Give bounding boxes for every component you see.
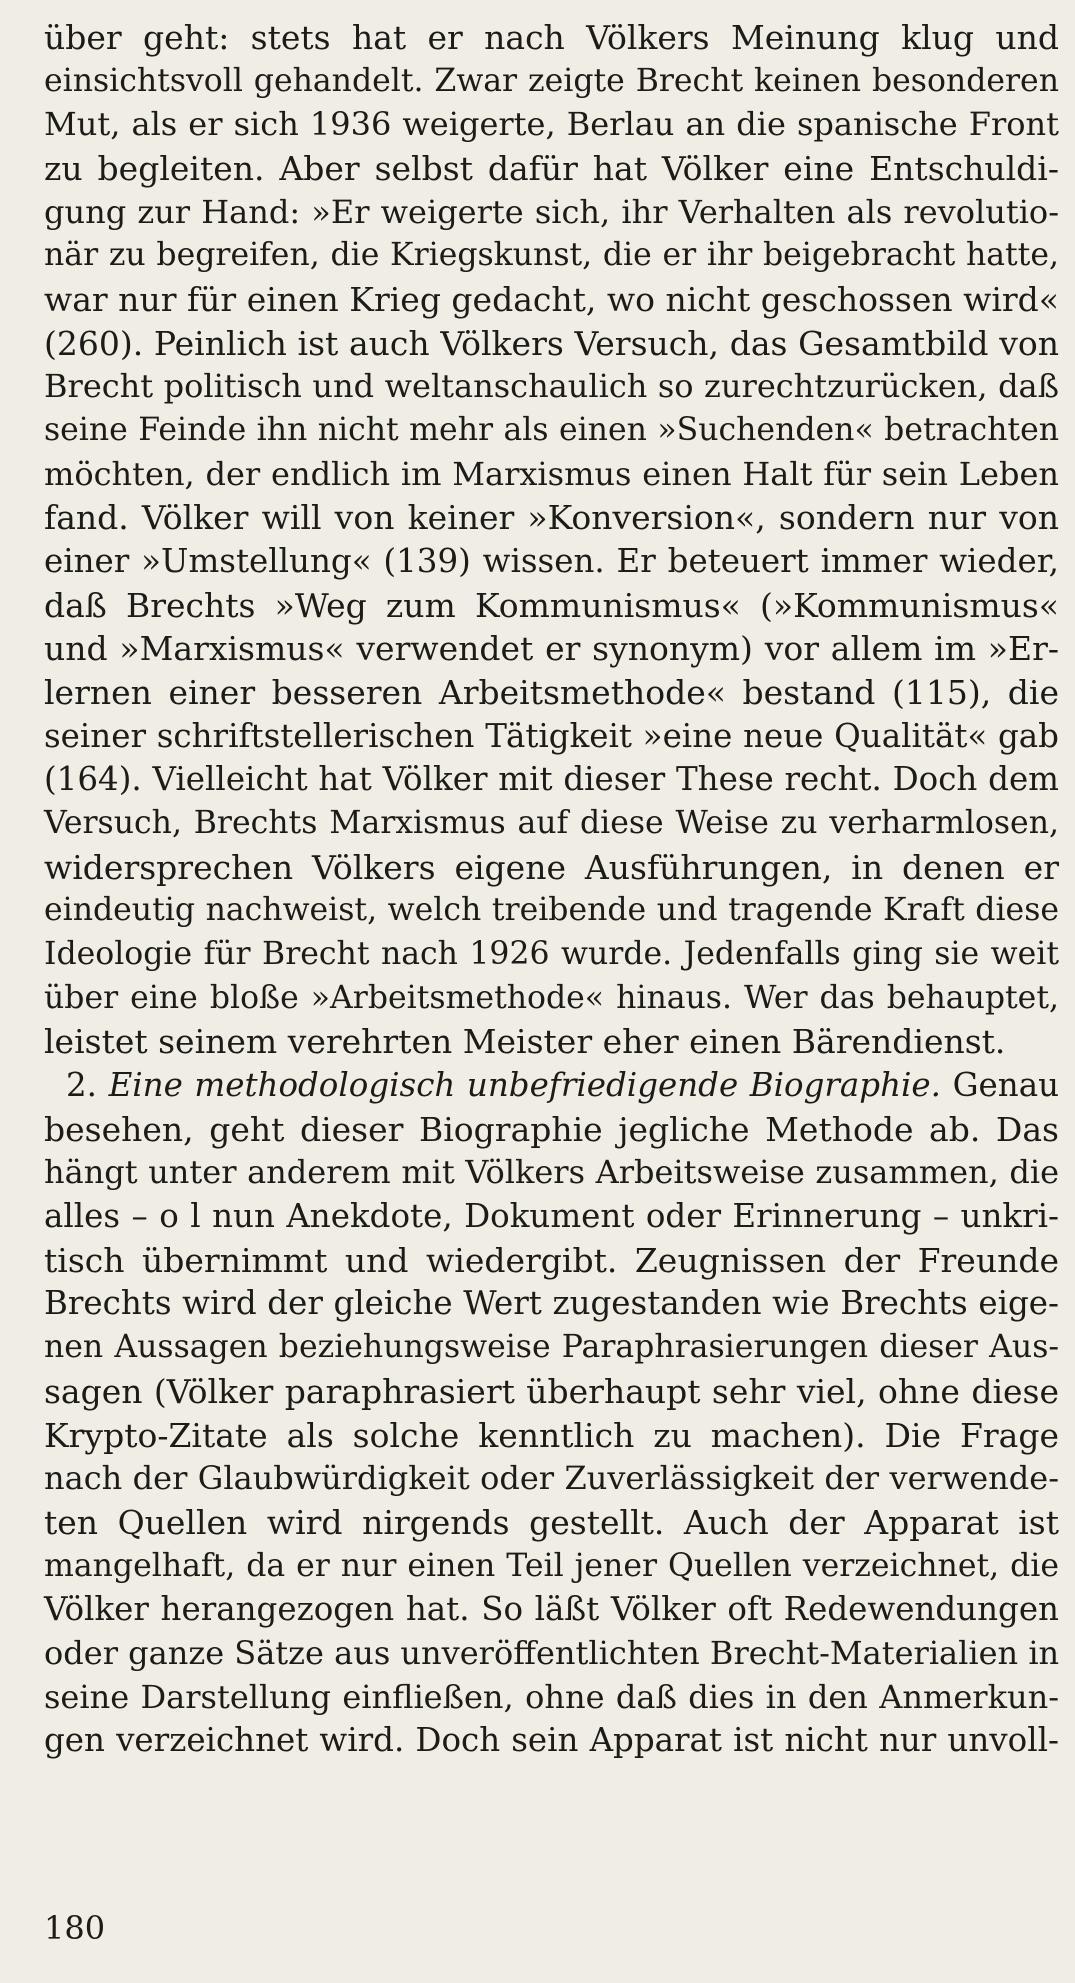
text-line: [44, 191, 1059, 235]
line-text: besehen, geht dieser Biographie jegliche Methode ab. Das: [44, 1109, 1059, 1149]
line-text: zu begleiten. Aber selbst dafür hat Völker eine Entschuldi-: [44, 149, 1059, 189]
line-text: Brechts wird der gleiche Wert zugestanden wie Brechts eige-: [44, 1284, 1059, 1323]
line-text: widersprechen Völkers eigene Ausführungen, in denen er: [44, 847, 1059, 887]
line-text: einer »Umstellung« (139) wissen. Er beteuert immer wieder,: [44, 542, 1059, 581]
text-line: [44, 234, 1059, 278]
line-text: Ideologie für Brecht nach 1926 wurde. Jedenfalls ging sie weit: [44, 936, 1059, 973]
text-line: [44, 278, 1059, 322]
line-text: fand. Völker will von keiner »Konversion«, sondern nur von: [44, 498, 1059, 538]
section-heading: Eine methodologisch unbefriedigende Biographie.: [108, 1066, 942, 1105]
line-text: möchten, der endlich im Marxismus einen Halt für sein Leben: [44, 454, 1059, 493]
line-text: über eine bloße »Arbeitsmethode« hinaus. Wer das behauptet,: [44, 979, 1059, 1016]
line-text: über geht: stets hat er nach Völkers Meinung klug und: [44, 18, 1059, 57]
text-line: [44, 584, 1059, 628]
text-line: [44, 147, 1059, 191]
text-line: [44, 1108, 1059, 1152]
text-line: [44, 496, 1059, 540]
line-text: tisch übernimmt und wiedergibt. Zeugnissen der Freunde: [44, 1240, 1059, 1280]
text-line: [44, 1457, 1059, 1501]
text-line: [44, 802, 1059, 846]
line-text: seine Feinde ihn nicht mehr als einen »Suchenden« betrachten: [44, 412, 1059, 449]
text-line: [44, 453, 1059, 497]
line-text: Brecht politisch und weltanschaulich so zurechtzurücken, daß: [44, 367, 1059, 406]
line-text: einsichtsvoll gehandelt. Zwar zeigte Brecht keinen besonderen: [44, 62, 1059, 99]
line-text: gung zur Hand: »Er weigerte sich, ihr Verhalten als revolutio-: [44, 192, 1059, 231]
text-line: [44, 1370, 1059, 1414]
text-line: [44, 1414, 1059, 1458]
line-text: (164). Vielleicht hat Völker mit dieser These recht. Doch dem: [44, 760, 1059, 799]
text-line: [44, 1588, 1059, 1632]
line-text: Mut, als er sich 1936 weigerte, Berlau an die spanische Front: [44, 105, 1059, 144]
text-line: [44, 933, 1059, 977]
text-line: [44, 1676, 1059, 1720]
text-line: [44, 1545, 1059, 1589]
text-line: [44, 1064, 1059, 1108]
text-line: [44, 60, 1059, 104]
line-text: Versuch, Brechts Marxismus auf diese Weise zu verharmlosen,: [44, 805, 1059, 842]
line-text: alles – o l nun Anekdote, Dokument oder Erinnerung – unkri-: [44, 1197, 1059, 1236]
text-line: [44, 715, 1059, 759]
line-text: seine Darstellung einfließen, ohne daß dies in den Anmerkun-: [44, 1677, 1059, 1716]
line-text: hängt unter anderem mit Völkers Arbeitsweise zusammen, die: [44, 1153, 1059, 1192]
text-line: [44, 1151, 1059, 1195]
text-line: [44, 103, 1059, 147]
text-line: [44, 1501, 1059, 1545]
line-text: Genau: [941, 1066, 1059, 1105]
line-text: Völker herangezogen hat. So läßt Völker oft Redewendungen: [44, 1590, 1059, 1629]
line-text: eindeutig nachweist, welch treibende und tragende Kraft diese: [44, 892, 1059, 929]
text-line: [44, 1195, 1059, 1239]
line-text: seiner schriftstellerischen Tätigkeit »eine neue Qualität« gab: [44, 716, 1059, 755]
line-text: nach der Glaubwürdigkeit oder Zuverlässigkeit der verwende-: [44, 1459, 1059, 1498]
line-text: und »Marxismus« verwendet er synonym) vor allem im »Er-: [44, 629, 1059, 669]
text-line: [44, 1632, 1059, 1676]
text-line: [44, 1326, 1059, 1370]
line-text: Krypto-Zitate als solche kenntlich zu machen). Die Frage: [44, 1415, 1059, 1455]
line-text: oder ganze Sätze aus unveröffentlichten Brecht-Materialien in: [44, 1633, 1060, 1672]
line-text: daß Brechts »Weg zum Kommunismus« (»Kommunismus«: [44, 585, 1059, 625]
text-line: [44, 540, 1059, 584]
line-text: nen Aussagen beziehungsweise Paraphrasierungen dieser Aus-: [44, 1329, 1059, 1366]
line-text: (260). Peinlich ist auch Völkers Versuch, das Gesamtbild von: [44, 323, 1059, 363]
text-line: [44, 1239, 1059, 1283]
body-text: [44, 16, 1059, 1763]
text-line: [44, 409, 1059, 453]
line-text: gen verzeichnet wird. Doch sein Apparat ist nicht nur unvoll-: [44, 1721, 1059, 1760]
line-text: leistet seinem verehrten Meister eher einen Bärendienst.: [44, 1022, 1006, 1062]
text-line: [44, 889, 1059, 933]
line-text: lernen einer besseren Arbeitsmethode« bestand (115), die: [44, 673, 1059, 713]
text-line: [44, 16, 1059, 60]
text-line: [44, 365, 1059, 409]
section-number: 2.: [66, 1066, 109, 1105]
text-line: [44, 1020, 1059, 1064]
text-line: [44, 846, 1059, 890]
line-text: mangelhaft, da er nur einen Teil jener Quellen verzeichnet, die: [44, 1547, 1059, 1584]
line-text: ten Quellen wird nirgends gestellt. Auch der Apparat ist: [44, 1502, 1059, 1542]
text-line: [44, 627, 1059, 671]
line-text: när zu begreifen, die Kriegskunst, die er ihr beigebracht hatte,: [44, 237, 1059, 274]
text-line: [44, 1282, 1059, 1326]
line-text: war nur für einen Krieg gedacht, wo nicht geschossen wird«: [44, 280, 1059, 320]
line-text: sagen (Völker paraphrasiert überhaupt sehr viel, ohne diese: [44, 1371, 1059, 1411]
text-line: [44, 322, 1059, 366]
text-line: [44, 758, 1059, 802]
text-line: [44, 671, 1059, 715]
text-line: [44, 1719, 1059, 1763]
text-line: [44, 977, 1059, 1021]
page-number: 180: [44, 1909, 106, 1947]
